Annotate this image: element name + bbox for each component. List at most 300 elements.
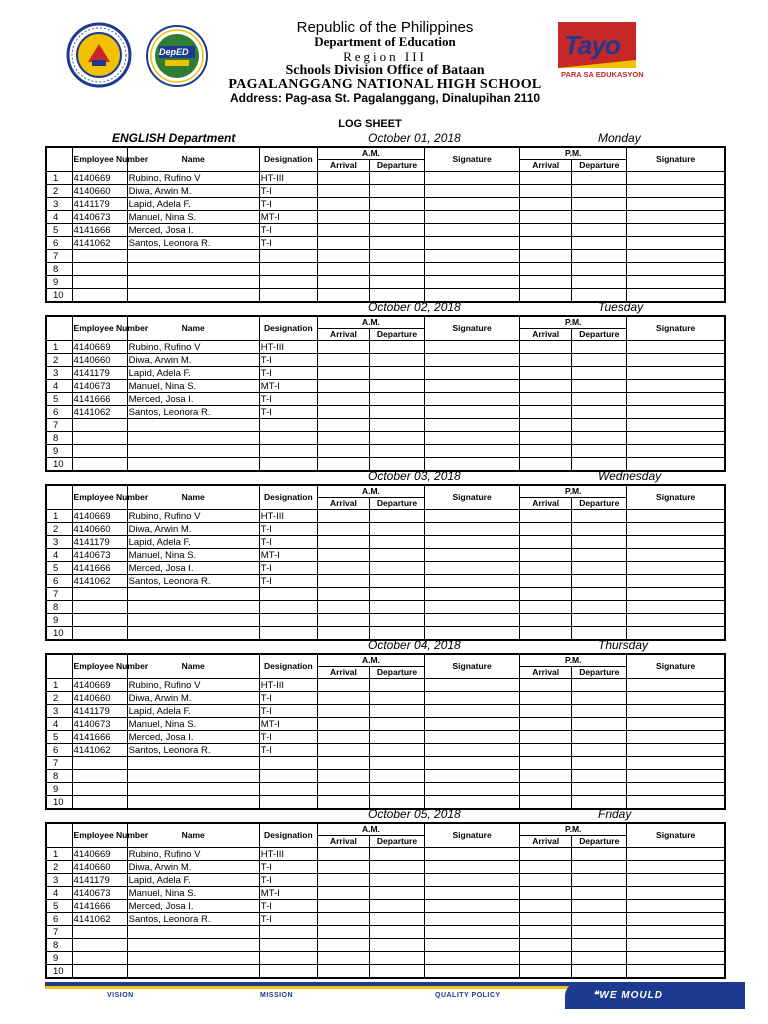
am-departure-cell <box>369 172 424 185</box>
employee-name-cell <box>127 276 259 289</box>
am-arrival-cell <box>317 757 369 770</box>
header-pm-arrival: Arrival <box>520 498 572 510</box>
am-arrival-cell <box>317 250 369 263</box>
am-signature-cell <box>425 185 520 198</box>
designation-cell: MT-I <box>259 380 317 393</box>
header-employee-number: Employee Number <box>72 823 127 848</box>
employee-name-cell <box>127 263 259 276</box>
pm-departure-cell <box>572 224 627 237</box>
am-arrival-cell <box>317 523 369 536</box>
header-am-signature: Signature <box>425 316 520 341</box>
row-number: 2 <box>46 185 72 198</box>
table-row <box>46 172 725 185</box>
employee-name-cell <box>127 445 259 458</box>
am-departure-cell <box>369 393 424 406</box>
am-departure-cell <box>369 900 424 913</box>
pm-departure-cell <box>572 341 627 354</box>
am-signature-cell <box>425 341 520 354</box>
document-footer <box>45 982 745 1016</box>
employee-name-cell: Diwa, Arwin M. <box>127 523 259 536</box>
table-row <box>46 380 725 393</box>
pm-arrival-cell <box>520 211 572 224</box>
designation-cell <box>259 614 317 627</box>
pm-departure-cell <box>572 614 627 627</box>
am-departure-cell <box>369 432 424 445</box>
employee-number-cell: 4140660 <box>72 523 127 536</box>
designation-cell: T-I <box>259 744 317 757</box>
employee-name-cell: Lapid, Adela F. <box>127 874 259 887</box>
row-number: 6 <box>46 406 72 419</box>
header-am-signature: Signature <box>425 147 520 172</box>
am-signature-cell <box>425 237 520 250</box>
employee-name-cell: Merced, Josa I. <box>127 731 259 744</box>
am-arrival-cell <box>317 549 369 562</box>
am-signature-cell <box>425 861 520 874</box>
am-departure-cell <box>369 913 424 926</box>
table-row <box>46 744 725 757</box>
employee-number-cell: 4141062 <box>72 237 127 250</box>
pm-departure-cell <box>572 731 627 744</box>
header-pm-signature: Signature <box>627 147 725 172</box>
header-am-arrival: Arrival <box>317 498 369 510</box>
designation-cell: MT-I <box>259 887 317 900</box>
am-signature-cell <box>425 692 520 705</box>
am-departure-cell <box>369 367 424 380</box>
row-number: 9 <box>46 276 72 289</box>
row-number: 1 <box>46 341 72 354</box>
am-arrival-cell <box>317 731 369 744</box>
am-departure-cell <box>369 354 424 367</box>
employee-number-cell: 4141666 <box>72 900 127 913</box>
pm-arrival-cell <box>520 263 572 276</box>
am-arrival-cell <box>317 510 369 523</box>
header-am: A.M. <box>317 823 424 836</box>
header-designation: Designation <box>259 147 317 172</box>
employee-number-cell <box>72 263 127 276</box>
am-departure-cell <box>369 744 424 757</box>
pm-arrival-cell <box>520 575 572 588</box>
employee-name-cell: Manuel, Nina S. <box>127 380 259 393</box>
pm-arrival-cell <box>520 926 572 939</box>
pm-signature-cell <box>627 250 725 263</box>
table-row <box>46 185 725 198</box>
pm-signature-cell <box>627 549 725 562</box>
header-am-signature: Signature <box>425 654 520 679</box>
employee-name-cell: Merced, Josa I. <box>127 562 259 575</box>
designation-cell: MT-I <box>259 211 317 224</box>
table-row <box>46 198 725 211</box>
tayo-logo-text: Tayo <box>564 30 620 60</box>
employee-number-cell: 4141062 <box>72 744 127 757</box>
employee-number-cell: 4140660 <box>72 185 127 198</box>
designation-cell <box>259 445 317 458</box>
am-departure-cell <box>369 237 424 250</box>
designation-cell <box>259 757 317 770</box>
pm-signature-cell <box>627 874 725 887</box>
designation-cell: T-I <box>259 705 317 718</box>
day-heading <box>0 807 768 821</box>
employee-number-cell: 4140669 <box>72 341 127 354</box>
day-date: October 02, 2018 <box>368 300 461 314</box>
designation-cell: T-I <box>259 237 317 250</box>
pm-arrival-cell <box>520 406 572 419</box>
am-signature-cell <box>425 380 520 393</box>
department-label: ENGLISH Department <box>112 131 236 145</box>
pm-arrival-cell <box>520 861 572 874</box>
header-school-name: PAGALANGGANG NATIONAL HIGH SCHOOL <box>228 77 542 92</box>
pm-departure-cell <box>572 939 627 952</box>
designation-cell <box>259 419 317 432</box>
pm-arrival-cell <box>520 770 572 783</box>
employee-name-cell: Santos, Leonora R. <box>127 744 259 757</box>
footer-mission: MISSION <box>260 992 294 999</box>
pm-signature-cell <box>627 276 725 289</box>
pm-departure-cell <box>572 510 627 523</box>
row-number: 5 <box>46 562 72 575</box>
header-address: Address: Pag-asa St. Pagalanggang, Dinalupihan 2110 <box>229 91 541 105</box>
employee-name-cell <box>127 601 259 614</box>
pm-departure-cell <box>572 523 627 536</box>
table-row <box>46 432 725 445</box>
am-departure-cell <box>369 198 424 211</box>
row-number: 3 <box>46 198 72 211</box>
employee-number-cell: 4140669 <box>72 848 127 861</box>
employee-number-cell <box>72 926 127 939</box>
employee-number-cell: 4140669 <box>72 679 127 692</box>
header-designation: Designation <box>259 485 317 510</box>
header-designation: Designation <box>259 316 317 341</box>
pm-departure-cell <box>572 562 627 575</box>
row-number: 9 <box>46 445 72 458</box>
pm-signature-cell <box>627 367 725 380</box>
table-row <box>46 926 725 939</box>
employee-number-cell: 4141062 <box>72 913 127 926</box>
employee-name-cell: Santos, Leonora R. <box>127 913 259 926</box>
pm-signature-cell <box>627 172 725 185</box>
pm-signature-cell <box>627 601 725 614</box>
am-departure-cell <box>369 341 424 354</box>
table-row <box>46 679 725 692</box>
am-arrival-cell <box>317 211 369 224</box>
employee-number-cell <box>72 939 127 952</box>
am-signature-cell <box>425 367 520 380</box>
pm-departure-cell <box>572 692 627 705</box>
pm-arrival-cell <box>520 341 572 354</box>
am-departure-cell <box>369 575 424 588</box>
am-departure-cell <box>369 757 424 770</box>
am-signature-cell <box>425 276 520 289</box>
pm-signature-cell <box>627 224 725 237</box>
am-arrival-cell <box>317 341 369 354</box>
designation-cell: HT-III <box>259 848 317 861</box>
table-row <box>46 341 725 354</box>
designation-cell <box>259 939 317 952</box>
table-row <box>46 601 725 614</box>
pm-arrival-cell <box>520 965 572 979</box>
table-row <box>46 614 725 627</box>
row-number: 10 <box>46 458 72 472</box>
pm-signature-cell <box>627 770 725 783</box>
row-number: 1 <box>46 848 72 861</box>
footer-vision: VISION <box>107 992 134 999</box>
header-employee-number: Employee Number <box>72 147 127 172</box>
pm-signature-cell <box>627 419 725 432</box>
pm-arrival-cell <box>520 432 572 445</box>
pm-signature-cell <box>627 848 725 861</box>
pm-departure-cell <box>572 549 627 562</box>
row-number: 4 <box>46 211 72 224</box>
pm-departure-cell <box>572 861 627 874</box>
pm-signature-cell <box>627 614 725 627</box>
am-arrival-cell <box>317 913 369 926</box>
am-departure-cell <box>369 536 424 549</box>
pm-departure-cell <box>572 380 627 393</box>
pm-signature-cell <box>627 354 725 367</box>
am-signature-cell <box>425 562 520 575</box>
row-number: 6 <box>46 575 72 588</box>
am-signature-cell <box>425 172 520 185</box>
am-departure-cell <box>369 614 424 627</box>
am-arrival-cell <box>317 679 369 692</box>
designation-cell: T-I <box>259 900 317 913</box>
pm-arrival-cell <box>520 952 572 965</box>
header-pm: P.M. <box>520 654 627 667</box>
table-row <box>46 354 725 367</box>
am-signature-cell <box>425 731 520 744</box>
row-number: 5 <box>46 393 72 406</box>
am-arrival-cell <box>317 276 369 289</box>
pm-signature-cell <box>627 432 725 445</box>
header-pm-departure: Departure <box>572 498 627 510</box>
table-row <box>46 445 725 458</box>
header-employee-number: Employee Number <box>72 485 127 510</box>
pm-signature-cell <box>627 575 725 588</box>
designation-cell <box>259 588 317 601</box>
am-arrival-cell <box>317 406 369 419</box>
pm-signature-cell <box>627 237 725 250</box>
employee-number-cell: 4140660 <box>72 692 127 705</box>
row-number: 5 <box>46 731 72 744</box>
am-departure-cell <box>369 211 424 224</box>
row-number: 1 <box>46 510 72 523</box>
am-arrival-cell <box>317 354 369 367</box>
header-pm-departure: Departure <box>572 160 627 172</box>
am-arrival-cell <box>317 380 369 393</box>
row-number: 2 <box>46 523 72 536</box>
header-am-arrival: Arrival <box>317 160 369 172</box>
table-header-row <box>46 823 725 836</box>
pm-departure-cell <box>572 445 627 458</box>
row-number: 7 <box>46 757 72 770</box>
am-signature-cell <box>425 887 520 900</box>
day-heading <box>0 469 768 483</box>
header-pm: P.M. <box>520 316 627 329</box>
pm-signature-cell <box>627 887 725 900</box>
am-signature-cell <box>425 419 520 432</box>
table-row <box>46 588 725 601</box>
pm-departure-cell <box>572 536 627 549</box>
employee-number-cell: 4141062 <box>72 406 127 419</box>
pm-arrival-cell <box>520 523 572 536</box>
am-departure-cell <box>369 887 424 900</box>
pm-signature-cell <box>627 562 725 575</box>
employee-number-cell: 4140660 <box>72 354 127 367</box>
row-number: 3 <box>46 367 72 380</box>
header-designation: Designation <box>259 654 317 679</box>
am-departure-cell <box>369 250 424 263</box>
am-arrival-cell <box>317 185 369 198</box>
pm-arrival-cell <box>520 913 572 926</box>
row-number: 4 <box>46 887 72 900</box>
row-number: 3 <box>46 536 72 549</box>
pm-arrival-cell <box>520 354 572 367</box>
pm-arrival-cell <box>520 367 572 380</box>
row-number: 10 <box>46 965 72 979</box>
row-number: 3 <box>46 874 72 887</box>
am-signature-cell <box>425 770 520 783</box>
header-pm-arrival: Arrival <box>520 160 572 172</box>
employee-number-cell: 4141666 <box>72 731 127 744</box>
am-signature-cell <box>425 601 520 614</box>
table-header-row <box>46 147 725 160</box>
employee-name-cell: Rubino, Rufino V <box>127 172 259 185</box>
designation-cell <box>259 601 317 614</box>
am-signature-cell <box>425 523 520 536</box>
designation-cell <box>259 952 317 965</box>
table-row <box>46 575 725 588</box>
header-pm-arrival: Arrival <box>520 667 572 679</box>
designation-cell: MT-I <box>259 549 317 562</box>
pm-departure-cell <box>572 250 627 263</box>
am-signature-cell <box>425 705 520 718</box>
designation-cell: T-I <box>259 913 317 926</box>
designation-cell: HT-III <box>259 341 317 354</box>
header-am: A.M. <box>317 485 424 498</box>
designation-cell: T-I <box>259 224 317 237</box>
pm-signature-cell <box>627 185 725 198</box>
pm-signature-cell <box>627 952 725 965</box>
row-number: 6 <box>46 237 72 250</box>
employee-name-cell: Lapid, Adela F. <box>127 198 259 211</box>
employee-number-cell: 4141179 <box>72 705 127 718</box>
employee-number-cell: 4140660 <box>72 861 127 874</box>
document-header <box>0 0 768 112</box>
log-table <box>45 653 726 810</box>
am-signature-cell <box>425 393 520 406</box>
pm-departure-cell <box>572 601 627 614</box>
designation-cell: T-I <box>259 562 317 575</box>
am-arrival-cell <box>317 900 369 913</box>
am-arrival-cell <box>317 965 369 979</box>
am-signature-cell <box>425 406 520 419</box>
am-departure-cell <box>369 601 424 614</box>
am-departure-cell <box>369 939 424 952</box>
am-signature-cell <box>425 510 520 523</box>
header-am-arrival: Arrival <box>317 329 369 341</box>
header-department: Department of Education <box>314 34 456 49</box>
designation-cell <box>259 770 317 783</box>
table-row <box>46 510 725 523</box>
footer-quality-policy: QUALITY POLICY <box>435 992 501 999</box>
row-number: 5 <box>46 224 72 237</box>
employee-name-cell <box>127 250 259 263</box>
employee-name-cell: Rubino, Rufino V <box>127 679 259 692</box>
am-arrival-cell <box>317 367 369 380</box>
am-departure-cell <box>369 549 424 562</box>
designation-cell: T-I <box>259 393 317 406</box>
header-name: Name <box>127 485 259 510</box>
designation-cell: T-I <box>259 692 317 705</box>
table-row <box>46 874 725 887</box>
header-name: Name <box>127 823 259 848</box>
am-departure-cell <box>369 445 424 458</box>
row-number: 1 <box>46 172 72 185</box>
table-header-row <box>46 485 725 498</box>
am-arrival-cell <box>317 263 369 276</box>
header-am: A.M. <box>317 654 424 667</box>
designation-cell <box>259 250 317 263</box>
table-row <box>46 939 725 952</box>
pm-departure-cell <box>572 744 627 757</box>
am-departure-cell <box>369 380 424 393</box>
am-arrival-cell <box>317 562 369 575</box>
tayo-logo-subtext: PARA SA EDUKASYON <box>561 70 644 79</box>
am-departure-cell <box>369 926 424 939</box>
am-departure-cell <box>369 185 424 198</box>
am-arrival-cell <box>317 172 369 185</box>
table-row <box>46 523 725 536</box>
am-arrival-cell <box>317 770 369 783</box>
table-row <box>46 900 725 913</box>
table-row <box>46 367 725 380</box>
header-am-departure: Departure <box>369 160 424 172</box>
pm-arrival-cell <box>520 445 572 458</box>
designation-cell <box>259 926 317 939</box>
employee-name-cell <box>127 939 259 952</box>
header-am: A.M. <box>317 316 424 329</box>
deped-bataan-seal-text: DepED <box>159 47 189 57</box>
row-number: 9 <box>46 952 72 965</box>
row-number: 2 <box>46 354 72 367</box>
am-arrival-cell <box>317 705 369 718</box>
am-signature-cell <box>425 939 520 952</box>
deped-seal-icon <box>66 22 132 88</box>
pm-signature-cell <box>627 900 725 913</box>
am-departure-cell <box>369 679 424 692</box>
pm-signature-cell <box>627 380 725 393</box>
table-row <box>46 549 725 562</box>
pm-departure-cell <box>572 367 627 380</box>
employee-name-cell: Rubino, Rufino V <box>127 848 259 861</box>
header-am-arrival: Arrival <box>317 667 369 679</box>
am-arrival-cell <box>317 848 369 861</box>
employee-number-cell: 4140673 <box>72 211 127 224</box>
header-pm-signature: Signature <box>627 823 725 848</box>
employee-name-cell: Lapid, Adela F. <box>127 705 259 718</box>
pm-departure-cell <box>572 926 627 939</box>
am-arrival-cell <box>317 575 369 588</box>
designation-cell: T-I <box>259 185 317 198</box>
designation-cell: T-I <box>259 354 317 367</box>
employee-name-cell: Diwa, Arwin M. <box>127 861 259 874</box>
am-signature-cell <box>425 211 520 224</box>
row-number: 4 <box>46 549 72 562</box>
table-row <box>46 757 725 770</box>
employee-name-cell: Diwa, Arwin M. <box>127 354 259 367</box>
designation-cell: T-I <box>259 536 317 549</box>
pm-arrival-cell <box>520 887 572 900</box>
employee-name-cell <box>127 783 259 796</box>
